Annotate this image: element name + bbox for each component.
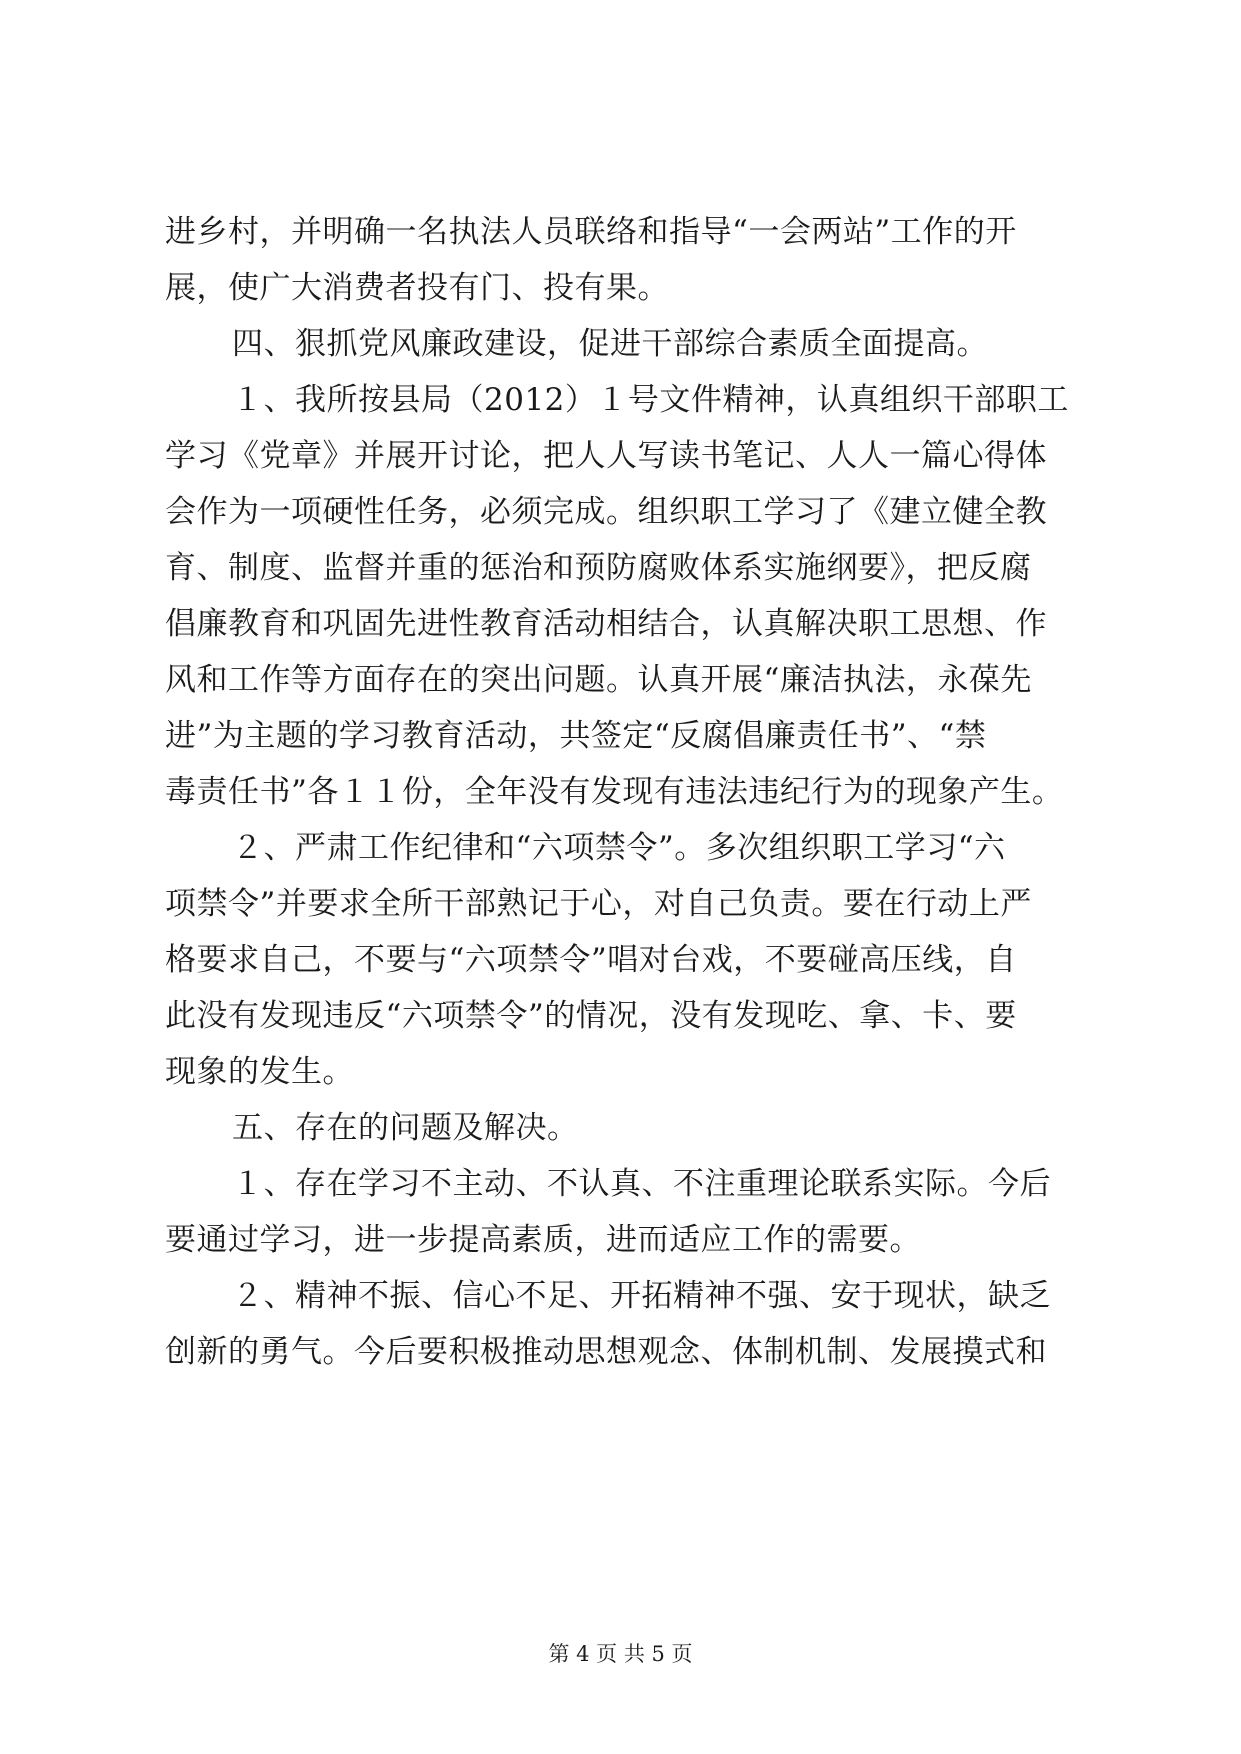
text-line: 此没有发现违反“六项禁令”的情况，没有发现吃、拿、卡、要 [165,998,1017,1034]
section-heading: 四、狠抓党风廉政建设，促进干部综合素质全面提高。 [232,326,988,362]
text-line: 风和工作等方面存在的突出问题。认真开展“廉洁执法，永葆先 [165,662,1032,698]
text-line: 展，使广大消费者投有门、投有果。 [165,270,669,306]
text-line: 现象的发生。 [165,1054,354,1090]
text-line: ２、严肃工作纪律和“六项禁令”。多次组织职工学习“六 [232,830,1006,866]
text-line: ２、精神不振、信心不足、开拓精神不强、安于现状，缺乏 [232,1278,1051,1314]
text-line: 要通过学习，进一步提高素质，进而适应工作的需要。 [165,1222,921,1258]
text-line: 格要求自己，不要与“六项禁令”唱对台戏，不要碰高压线，自 [165,942,1017,978]
section-heading: 五、存在的问题及解决。 [232,1110,579,1146]
text-line: １、我所按县局（2012）１号文件精神，认真组织干部职工 [232,382,1069,418]
text-line: 育、制度、监督并重的惩治和预防腐败体系实施纲要》，把反腐 [165,550,1032,586]
text-line: 毒责任书”各１１份，全年没有发现有违法违纪行为的现象产生。 [165,774,1064,810]
text-line: 倡廉教育和巩固先进性教育活动相结合，认真解决职工思想、作 [165,606,1047,642]
text-line: 学习《党章》并展开讨论，把人人写读书笔记、人人一篇心得体 [165,438,1047,474]
text-line: 进乡村，并明确一名执法人员联络和指导“一会两站”工作的开 [165,214,1017,250]
text-line: 创新的勇气。今后要积极推动思想观念、体制机制、发展摸式和 [165,1334,1047,1370]
text-line: 进”为主题的学习教育活动，共签定“反腐倡廉责任书”、“禁 [165,718,987,754]
text-line: 项禁令”并要求全所干部熟记于心，对自己负责。要在行动上严 [165,886,1032,922]
page-number-footer: 第 4 页 共 5 页 [548,1642,693,1666]
text-line: １、存在学习不主动、不认真、不注重理论联系实际。今后 [232,1166,1051,1202]
text-line: 会作为一项硬性任务，必须完成。组织职工学习了《建立健全教 [165,494,1047,530]
